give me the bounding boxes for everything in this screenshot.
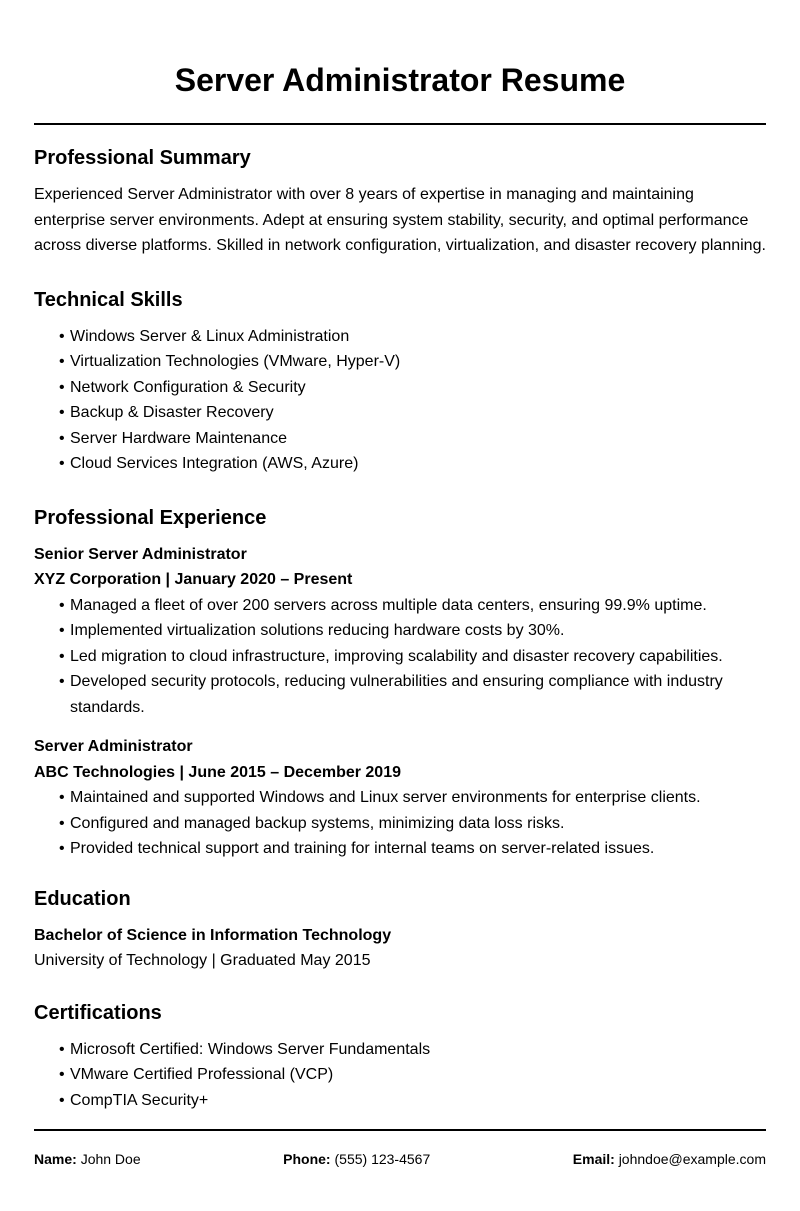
job-bullet: • Configured and managed backup systems, minimizing data loss risks. — [59, 814, 565, 832]
skill-item: • Virtualization Technologies (VMware, Hyper-V) — [59, 353, 401, 370]
summary-text: Experienced Server Administrator with over 8 years of expertise in managing and maintaining enterprise server environments. Adept at ensuring system stability, security, and optimal performance across diverse platforms. Skilled in network configuration, virtualization, and disaster recovery planning. — [34, 186, 766, 254]
job-bullets — [34, 593, 766, 721]
skills-heading: Technical Skills — [34, 288, 183, 311]
job-bullet: • Maintained and supported Windows and Linux server environments for enterprise clients. — [59, 789, 701, 806]
skills-section — [34, 288, 766, 477]
certification-item: • VMware Certified Professional (VCP) — [59, 1066, 334, 1083]
summary-heading: Professional Summary — [34, 147, 251, 169]
resume-page — [34, 0, 766, 1168]
certification-item: • CompTIA Security+ — [59, 1091, 209, 1109]
contact-name: Name: John Doe — [34, 1151, 141, 1167]
certification-item: • Microsoft Certified: Windows Server Fundamentals — [59, 1040, 431, 1058]
school-info: University of Technology | Graduated May 2015 — [34, 952, 371, 969]
job-company-dates: ABC Technologies | June 2015 – December 2019 — [34, 763, 401, 781]
degree: Bachelor of Science in Information Technology — [34, 926, 392, 944]
skill-item: • Backup & Disaster Recovery — [59, 404, 274, 421]
footer-divider — [34, 1129, 766, 1131]
summary-section — [34, 146, 766, 259]
job-entry — [34, 734, 766, 862]
job-bullet: • Developed security protocols, reducing vulnerabilities and ensuring compliance with industry standards. — [59, 673, 723, 716]
job-entry — [34, 542, 766, 721]
certifications-heading: Certifications — [34, 1001, 162, 1024]
skill-item: • Network Configuration & Security — [59, 378, 306, 396]
job-bullet: • Led migration to cloud infrastructure, improving scalability and disaster recovery capabilities. — [59, 647, 723, 665]
job-title: Server Administrator — [34, 738, 193, 755]
header-divider — [34, 123, 766, 125]
skill-item: • Cloud Services Integration (AWS, Azure) — [59, 455, 359, 472]
skills-list — [34, 324, 766, 477]
job-title: Senior Server Administrator — [34, 545, 247, 563]
experience-heading: Professional Experience — [34, 506, 267, 529]
job-bullet: • Implemented virtualization solutions reducing hardware costs by 30%. — [59, 622, 565, 639]
page-title: Server Administrator Resume — [174, 62, 626, 98]
contact-footer — [34, 1150, 766, 1168]
job-bullets — [34, 785, 766, 862]
education-heading: Education — [34, 887, 131, 910]
skill-item: • Windows Server & Linux Administration — [59, 327, 350, 345]
job-company-dates: XYZ Corporation | January 2020 – Present — [34, 571, 353, 588]
experience-section — [34, 506, 766, 862]
skill-item: • Server Hardware Maintenance — [59, 429, 287, 447]
certifications-list — [34, 1037, 766, 1114]
education-section — [34, 887, 766, 974]
job-bullet: • Managed a fleet of over 200 servers across multiple data centers, ensuring 99.9% uptime. — [59, 596, 707, 614]
certifications-section — [34, 1001, 766, 1114]
contact-email: Email: johndoe@example.com — [572, 1151, 766, 1167]
contact-phone: Phone: (555) 123-4567 — [283, 1151, 431, 1167]
job-bullet: • Provided technical support and training for internal teams on server-related issues. — [59, 840, 655, 857]
